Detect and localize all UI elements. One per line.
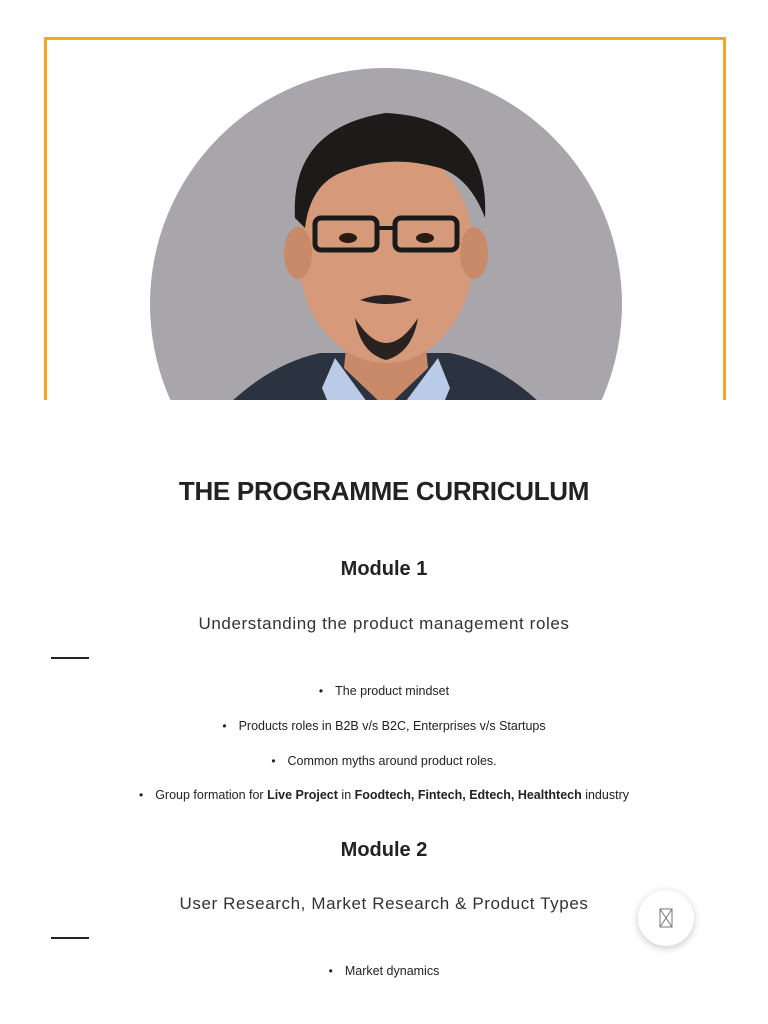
- list-item-middle: in: [337, 788, 355, 802]
- module-1-divider: [51, 657, 89, 659]
- bullet-icon: •: [328, 964, 333, 978]
- module-2-divider: [51, 937, 89, 939]
- list-item: [0, 684, 768, 698]
- list-item-suffix: industry: [581, 788, 629, 802]
- list-item-bold-live-project: Live Project: [267, 788, 338, 802]
- list-item-text: Products roles in B2B v/s B2C, Enterprises v/s Startups: [238, 719, 546, 733]
- module-2-subtitle: User Research, Market Research & Product Types: [179, 894, 589, 913]
- module-1-subtitle: Understanding the product management roles: [198, 614, 570, 633]
- list-item-text: The product mindset: [335, 684, 450, 698]
- list-item: [0, 964, 768, 978]
- floating-action-button[interactable]: [638, 890, 694, 946]
- module-2-title: Module 2: [340, 839, 428, 861]
- list-item: [0, 754, 768, 768]
- page-heading: THE PROGRAMME CURRICULUM: [178, 476, 590, 506]
- list-item-text: Market dynamics: [344, 964, 440, 978]
- bullet-icon: •: [222, 719, 227, 733]
- instructor-photo: [150, 68, 622, 400]
- module-1-title: Module 1: [340, 558, 428, 580]
- instructor-portrait-illustration: [150, 68, 622, 400]
- list-item-text: Common myths around product roles.: [287, 754, 497, 768]
- list-item: [0, 719, 768, 733]
- list-item-bold-industries: Foodtech, Fintech, Edtech, Healthtech: [354, 788, 582, 802]
- list-item-prefix: Group formation for: [155, 788, 268, 802]
- bullet-icon: •: [318, 684, 324, 698]
- bullet-icon: •: [271, 754, 276, 768]
- bullet-icon: •: [139, 788, 144, 802]
- list-item: [0, 788, 768, 802]
- missing-glyph-icon: [659, 908, 673, 928]
- instructor-profile-frame: [44, 37, 726, 400]
